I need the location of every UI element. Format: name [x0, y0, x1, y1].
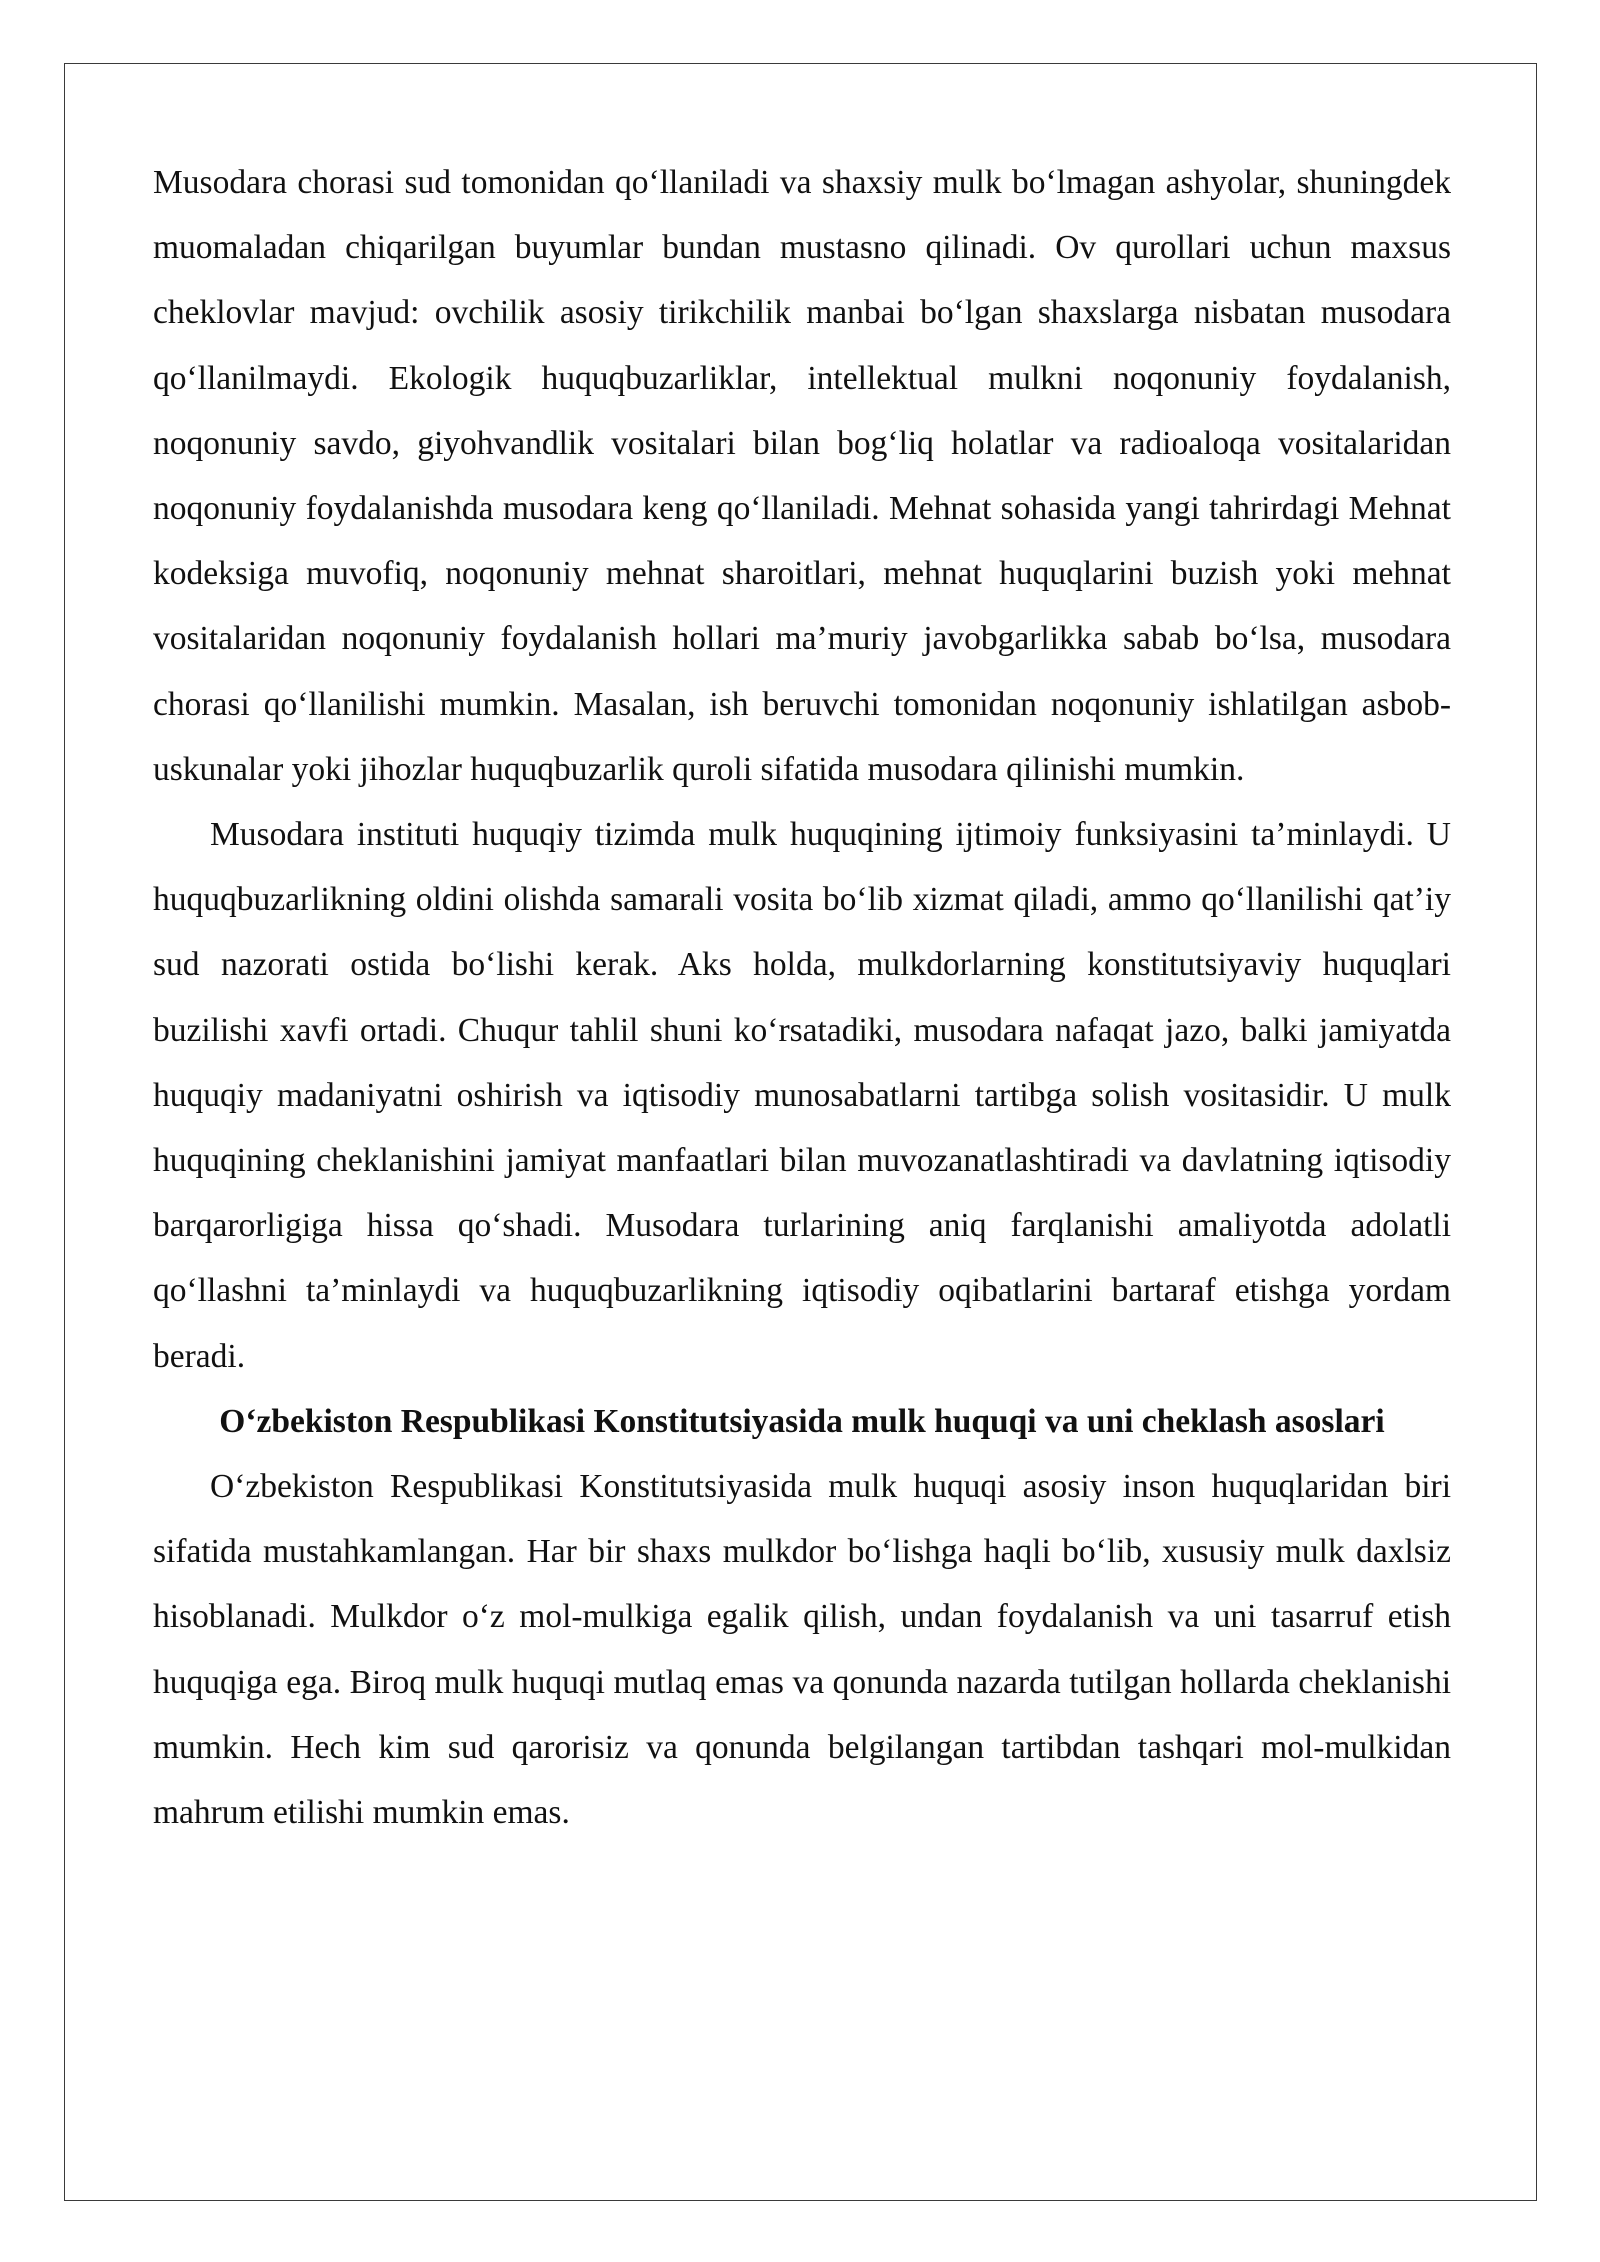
- section-heading: O‘zbekiston Respublikasi Konstitutsiyasida mulk huquqi va uni cheklash asoslari: [219, 1402, 1385, 1440]
- paragraph-musodara-institute: Musodara instituti huquqiy tizimda mulk huquqining ijtimoiy funksiyasini ta’minlaydi. U huquqbuzarlikning oldini olishda samarali vosita bo‘lib xizmat qiladi, ammo qo‘llanilishi qat’iy sud nazorati ostida bo‘lishi kerak. Aks holda, mulkdorlarning konstitutsiyaviy huquqlari buzilishi xavfi ortadi. Chuqur tahlil shuni ko‘rsatadiki, musodara nafaqat jazo, balki jamiyatda huquqiy madaniyatni oshirish va iqtisodiy munosabatlarni tartibga solish vositasidir. U mulk huquqining cheklanishini jamiyat manfaatlari bilan muvozanatlashtiradi va davlatning iqtisodiy barqarorligiga hissa qo‘shadi. Musodara turlarining aniq farqlanishi amaliyotda adolatli qo‘llashni ta’minlaydi va huquqbuzarlikning iqtisodiy oqibatlarini bartaraf etishga yordam beradi.: [153, 816, 1451, 1375]
- document-body: [153, 150, 1451, 1845]
- paragraph-constitution-property: O‘zbekiston Respublikasi Konstitutsiyasida mulk huquqi asosiy inson huquqlaridan biri sifatida mustahkamlangan. Har bir shaxs mulkdor bo‘lishga haqli bo‘lib, xususiy mulk daxlsiz hisoblanadi. Mulkdor o‘z mol-mulkiga egalik qilish, undan foydalanish va uni tasarruf etish huquqiga ega. Biroq mulk huquqi mutlaq emas va qonunda nazarda tutilgan hollarda cheklanishi mumkin. Hech kim sud qarorisiz va qonunda belgilangan tartibdan tashqari mol-mulkidan mahrum etilishi mumkin emas.: [153, 1468, 1451, 1832]
- paragraph-musodara-scope: Musodara chorasi sud tomonidan qo‘llaniladi va shaxsiy mulk bo‘lmagan ashyolar, shuningdek muomaladan chiqarilgan buyumlar bundan mustasno qilinadi. Ov qurollari uchun maxsus cheklovlar mavjud: ovchilik asosiy tirikchilik manbai bo‘lgan shaxslarga nisbatan musodara qo‘llanilmaydi. Ekologik huquqbuzarliklar, intellektual mulkni noqonuniy foydalanish, noqonuniy savdo, giyohvandlik vositalari bilan bog‘liq holatlar va radioaloqa vositalaridan noqonuniy foydalanishda musodara keng qo‘llaniladi. Mehnat sohasida yangi tahrirdagi Mehnat kodeksiga muvofiq, noqonuniy mehnat sharoitlari, mehnat huquqlarini buzish yoki mehnat vositalaridan noqonuniy foydalanish hollari ma’muriy javobgarlikka sabab bo‘lsa, musodara chorasi qo‘llanilishi mumkin. Masalan, ish beruvchi tomonidan noqonuniy ishlatilgan asbob-uskunalar yoki jihozlar huquqbuzarlik quroli sifatida musodara qilinishi mumkin.: [153, 164, 1451, 788]
